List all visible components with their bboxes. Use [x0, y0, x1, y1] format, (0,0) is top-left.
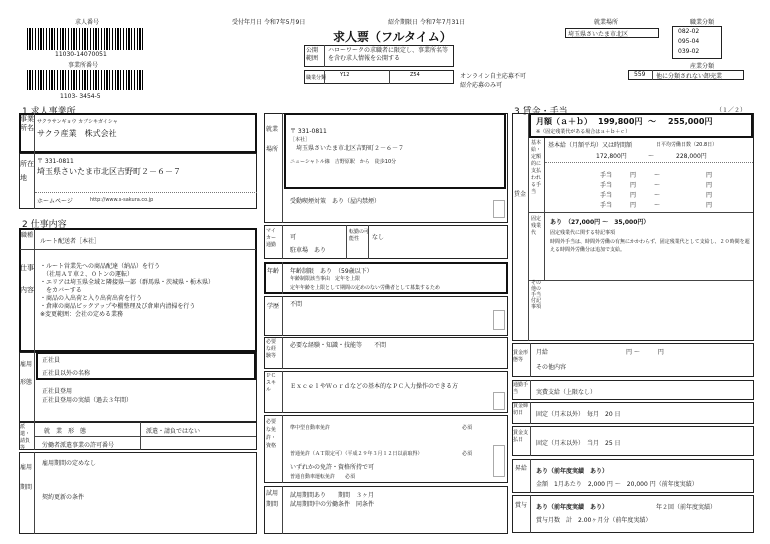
monthly-wage-to: 255,000円	[668, 117, 713, 126]
education-label: 学歴	[266, 303, 279, 310]
section1-heading: 1 求人事業所	[22, 107, 76, 117]
duties-line: ・倉庫の商品ピックアップや棚整理及び倉庫内清掃を行う	[40, 303, 196, 310]
monthly-wage-from: 199,800円	[598, 117, 643, 126]
allowance-name: 手当	[600, 182, 613, 189]
payday-label: 賃金支払日	[513, 430, 529, 443]
work-location-station: ニューシャトル線 吉野原駅 から 徒歩10分	[290, 159, 397, 165]
raise-amount: 金額 1月あたり 2,000 円 ～ 20,000 円（前年度実績）	[536, 481, 698, 488]
duties-line: ・エリアは埼玉県全域と隣接県一部（群馬県・茨城県・栃木県）	[40, 279, 215, 286]
duties-line: をカバーする	[40, 287, 82, 294]
job-class-code-2: 095-04	[678, 38, 700, 45]
company-name-kana: サクラサンギョウ カブシキガイシャ	[37, 119, 118, 125]
experience-value: 必要な経験・知識・技能等 不問	[290, 342, 387, 349]
monthly-wage-sep: ～	[648, 117, 656, 126]
work-location-label: 就業場所	[266, 126, 279, 153]
homepage-label: ホームページ	[37, 198, 73, 205]
license-label: 必要な免許・資格	[266, 419, 277, 449]
workplace-area-label: 就業場所	[594, 19, 619, 26]
employment-period-label: 雇用期間	[20, 464, 33, 491]
homepage-link[interactable]: http://www.s-sakura.co.jp	[90, 197, 154, 203]
duties-line: ・商品の入出荷と入り出荷出荷を行う	[40, 295, 143, 302]
monthly-wage-note: ※（固定残業代がある場合はａ＋ｂ＋ｃ）	[536, 129, 631, 135]
company-name-value: サクラ産業 株式会社	[37, 129, 117, 138]
industry-value: 他に分類されない卸売業	[656, 73, 723, 80]
allowance-from: 円	[630, 202, 637, 209]
bonus-label: 賞与	[514, 502, 527, 509]
accept-date: 受付年月日 令和7年5月9日	[232, 19, 306, 26]
allowance-name: 手当	[600, 172, 613, 179]
age-limit-reason: 年齢制限該当事由 定年を上限	[290, 276, 361, 282]
license-row-2-required: 必須	[462, 451, 473, 457]
fixed-overtime-label: 固定残業代	[531, 216, 542, 236]
job-title-value: ルート配送者［本社］	[40, 238, 101, 245]
payday-value: 固定（月末以外） 当月 25 日	[536, 440, 621, 447]
allowance-from: 円	[630, 172, 637, 179]
base-pay-label: 基本給（月額平均）又は時間額	[548, 142, 633, 149]
office-number-text: 1103- 3454-5	[60, 93, 101, 100]
duties-line: （社用ＡＴ車２、０トンの運転）	[40, 271, 134, 278]
trial-period-condition: 試用期間中の労働条件 同条件	[290, 501, 375, 508]
public-range-text: ハローワークの求職者に限定し、事業所名等を含む求人情報を公開する	[328, 47, 449, 62]
transfer-label: 転勤の可能性	[349, 229, 370, 242]
employment-label: 雇用形態	[20, 361, 33, 386]
fixed-overtime-note-title: 固定残業代に関する特記事項	[550, 230, 616, 236]
allowance-to: 円	[706, 192, 713, 199]
fixed-overtime-note: 時間外手当は、時間外労働の有無にかかわらず、固定残業代として支給し、２０時間を超える時間外労働分は追加で支給。	[550, 239, 750, 253]
raise-value: あり（前年度実績 あり）	[536, 468, 609, 475]
age-limit-note: 定年年齢を上限として期間の定めのない労働者として募集するため	[290, 285, 441, 291]
job-class-label: 職業分類	[690, 19, 715, 26]
duties-line: ※変更範囲：会社の定める業務	[40, 311, 124, 318]
bonus-value: あり（前年度実績 あり）	[536, 504, 609, 511]
car-commute-label: マイカー通勤	[266, 228, 277, 248]
page-number: （１／２）	[716, 107, 747, 114]
referral-only-text: 紹介応募のみ可	[460, 82, 503, 89]
monthly-wage-label: 月額（ａ＋ｂ）	[536, 117, 592, 126]
employment-value: 正社員	[42, 357, 61, 364]
regular-promotion-record: 正社員登用の実績（過去３年間）	[42, 397, 133, 404]
allowance-from: 円	[630, 182, 637, 189]
job-number-text: 11030-14070051	[55, 51, 107, 58]
fixed-overtime-value: あり （27,000円 ～ 35,000円）	[550, 219, 650, 226]
raise-label: 昇給	[514, 465, 527, 472]
pay-form-label: 賃金形態等	[513, 350, 529, 363]
occupation-class-box	[304, 70, 454, 84]
base-pay-from: 172,800円	[596, 153, 627, 160]
allowance-name: 手当	[600, 192, 613, 199]
allowance-from: 円	[630, 192, 637, 199]
trial-period-label: 試用期間	[266, 490, 279, 508]
transfer-value: なし	[372, 234, 385, 241]
job-number-label: 求人番号	[75, 19, 100, 26]
duties-line: ・ルート営業先への商品配達（納品）を行う	[40, 263, 161, 270]
bonus-times: 年２回（前年度実績）	[656, 504, 717, 511]
duties-text	[40, 255, 214, 327]
allowance-to: 円	[706, 172, 713, 179]
address-postal: 〒 331-0811	[37, 158, 74, 165]
employment-period-value: 雇用期間の定めなし	[42, 460, 97, 467]
commute-allowance-value: 実費支給（上限なし）	[536, 389, 597, 396]
allowance-sep: ～	[654, 172, 661, 179]
work-location-branch: ［本社］	[290, 137, 311, 143]
occupation-code-2: Z54	[410, 72, 420, 78]
age-limit: 年齢制限 あり （59歳以下）	[290, 268, 373, 275]
employment-other-name: 正社員以外の名称	[42, 370, 91, 377]
public-range-label: 公開範囲	[306, 47, 319, 62]
education-value: 不問	[290, 301, 303, 308]
pc-skill-value: ＥｘｃｅｌやＷｏｒｄなどの基本的なＰＣ入力操作のできる方	[290, 383, 459, 390]
company-name-label: 事業所名	[20, 115, 34, 132]
wage-breakdown-label: 基本給・定額的に支払われる手当	[531, 140, 542, 195]
pay-cutoff-label: 賃金締切日	[513, 403, 529, 416]
duties-label: 仕事内容	[20, 264, 34, 294]
page-title: 求人票（フルタイム）	[333, 30, 452, 44]
dispatch-license: 労働者派遣事業の許可番号	[42, 442, 115, 449]
regular-promotion: 正社員登用	[42, 388, 73, 395]
pc-skill-box	[264, 371, 508, 413]
dispatch-value: 派遣・請負ではない	[146, 428, 201, 435]
license-row-1-required: 必須	[462, 425, 473, 431]
pay-form-range: 円 ～ 円	[626, 349, 664, 356]
license-row-3: 普通自動車運転免許 必須	[290, 474, 356, 480]
allowance-to: 円	[706, 182, 713, 189]
address-label: 所在地	[20, 160, 34, 182]
expire-date: 紹介期限日 令和7年7月31日	[388, 19, 466, 26]
industry-label: 産業分類	[690, 63, 715, 70]
renewal-condition: 契約更新の条件	[42, 494, 85, 501]
allowance-sep: ～	[654, 202, 661, 209]
license-any: いずれかの免許・資格所持で可	[290, 464, 375, 471]
job-title-label: 職種	[20, 232, 33, 239]
experience-label: 必要な経験等	[266, 339, 277, 359]
job-number-barcode	[27, 28, 145, 50]
license-row-1: 準中型自動車免許	[290, 425, 331, 431]
industry-code: 559	[634, 71, 646, 78]
bonus-box	[512, 495, 754, 533]
parking-value: 駐車場 あり	[290, 247, 327, 254]
dispatch-label: 派遣・請負等	[20, 424, 31, 451]
work-location-postal: 〒 331-0811	[290, 128, 327, 135]
pay-form-other: その他内容	[536, 364, 567, 371]
dispatch-form-label: 就 業 形 態	[44, 428, 87, 435]
job-class-code-1: 082-02	[678, 28, 700, 35]
wage-label: 賃金	[513, 191, 526, 198]
base-pay-to: 228,000円	[676, 153, 707, 160]
occupation-class-label: 職業分類	[306, 75, 327, 81]
base-pay-note: 日平均労働日数（20.8日）	[656, 142, 718, 148]
trial-period-value: 試用期間あり 期間 ３ヶ月	[290, 492, 375, 499]
other-allowance-label: その他の手当付記事項	[531, 280, 542, 310]
base-pay-sep: ～	[648, 153, 655, 160]
license-row-2: 普通免許（ＡＴ限定可）（平成２９年３月１２日以前取得）	[290, 451, 423, 457]
job-class-code-3: 039-02	[678, 48, 700, 55]
office-number-barcode	[27, 70, 145, 90]
allowance-name: 手当	[600, 202, 613, 209]
office-number-label: 事業所番号	[68, 62, 99, 69]
pay-form-value: 月給	[536, 349, 549, 356]
car-commute-value: 可	[290, 234, 297, 241]
online-apply-text: オンライン自主応募不可	[460, 73, 526, 80]
section2-heading: 2 仕事内容	[22, 220, 67, 230]
bonus-months: 賞与月数 計 2.00ヶ月分（前年度実績）	[536, 517, 652, 524]
smoking-policy: 受動喫煙対策 あり（屋内禁煙）	[290, 198, 381, 205]
commute-allowance-label: 通勤手当	[513, 382, 529, 395]
allowance-to: 円	[706, 202, 713, 209]
section3-heading: 3 賃金・手当	[514, 107, 568, 117]
allowance-sep: ～	[654, 182, 661, 189]
pc-skill-label: ＰＣスキル	[266, 373, 277, 393]
pay-cutoff-value: 固定（月末以外） 毎月 20 日	[536, 411, 621, 418]
work-location-address: 埼玉県さいたま市北区吉野町２－６－７	[296, 145, 405, 152]
occupation-code-1: Y12	[340, 72, 350, 78]
workplace-area-value: 埼玉県さいたま市北区	[568, 31, 629, 38]
allowance-sep: ～	[654, 192, 661, 199]
address-value: 埼玉県さいたま市北区吉野町２－６－７	[37, 167, 181, 176]
age-label: 年齢	[266, 268, 279, 275]
